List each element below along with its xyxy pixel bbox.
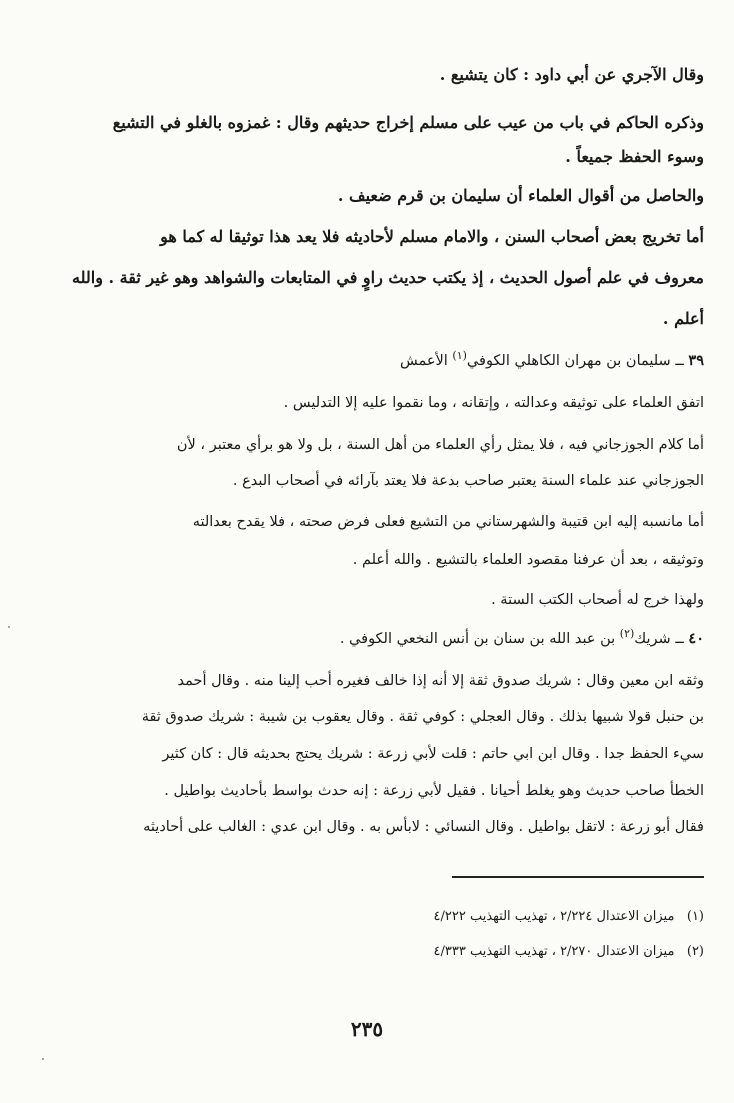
scan-speck [8,626,10,628]
text-line-16: وثقه ابن معين وقال : شريك صدوق ثقة إلا أنه إذا خالف فغيره أحب إلينا منه . وقال أحمد [177,673,704,689]
text-line-19: الخطأ صاحب حديث وهو يغلط أحيانا . فقيل لأبي زرعة : إنه حدث بواسط بأحاديث بواطيل . [164,783,704,799]
page-number: ٢٣٥ [350,1017,384,1041]
text-line-10: أما كلام الجوزجاني فيه ، فلا يمثل رأي العلماء من أهل السنة ، بل ولا هو برأي معتبر ، لأن [176,437,704,453]
footnote-separator [452,876,704,878]
footnote-ref: (٢) [619,627,635,641]
entry-40-heading [82,628,704,650]
entry-39-heading [82,350,704,372]
text-line-1: وقال الآجري عن أبي داود : كان يتشيع . [439,65,704,84]
text-line-7: أعلم . [662,309,704,328]
text-line-2: وذكره الحاكم في باب من عيب على مسلم إخراج حديثهم وقال : غمزوه بالغلو في التشيع [112,113,704,132]
footnote-marker: (٢) [686,944,704,959]
text-line-12: أما مانسبه إليه ابن قتيبة والشهرستاني من التشيع فعلى فرض صحته ، فلا يقدح بعدالته [192,514,704,530]
footnote-marker: (١) [686,909,704,924]
entry-name: شريك [634,631,671,647]
text-line-5: أما تخريج بعض أصحاب السنن ، والامام مسلم لأحاديثه فلا يعد هذا توثيقا له كما هو [160,227,704,246]
text-line-11: الجوزجاني عند علماء السنة يعتبر صاحب بدعة فلا يعتد بآرائه في أصحاب البدع . [232,473,704,489]
footnote-1 [82,906,704,928]
footnote-2 [82,941,704,963]
text-line-9: اتفق العلماء على توثيقه وعدالته ، وإتقانه ، وما نقموا عليه إلا التدليس . [283,395,704,411]
entry-number: ٤٠ [688,630,704,647]
footnote-text: ميزان الاعتدال ٢/٢٧٠ ، تهذيب التهذيب ٤/٣٣٣ [433,944,675,959]
text-line-14: ولهذا خرج له أصحاب الكتب الستة . [491,592,704,608]
text-line-3: وسوء الحفظ جميعاً . [565,147,704,166]
text-line-18: سيء الحفظ جدا . وقال ابن ابي حاتم : قلت لأبي زرعة : شريك يحتج بحديثه قال : كان كثير [162,746,704,762]
scan-speck [42,1058,44,1060]
text-line-4: والحاصل من أقوال العلماء أن سليمان بن قرم ضعيف . [337,186,704,205]
text-line-20: فقال أبو زرعة : لاتقل بواطيل . وقال النسائي : لابأس به . وقال ابن عدي : الغالب على أحاديثه [143,819,704,835]
entry-dash: ــ [675,353,684,369]
footnote-text: ميزان الاعتدال ٢/٢٢٤ ، تهذيب التهذيب ٤/٢٢٢ [433,909,675,924]
entry-number: ٣٩ [688,352,704,369]
entry-name-suffix: بن عبد الله بن سنان بن أنس النخعي الكوفي . [339,631,620,647]
text-line-6: معروف في علم أصول الحديث ، إذ يكتب حديث راوٍ في المتابعات والشواهد وهو غير ثقة . والله [72,268,704,287]
entry-name-suffix: الأعمش [399,353,453,369]
entry-name: سليمان بن مهران الكاهلي الكوفي [466,353,671,369]
text-line-13: وتوثيقه ، بعد أن عرفنا مقصود العلماء بالتشيع . والله أعلم . [352,552,704,568]
entry-dash: ــ [675,631,684,647]
text-line-17: بن حنبل قولا شبيها بذلك . وقال العجلي : كوفي ثقة . وقال يعقوب بن شيبة : شريك صدوق ثقة [141,709,704,725]
footnote-ref: (١) [452,349,467,363]
